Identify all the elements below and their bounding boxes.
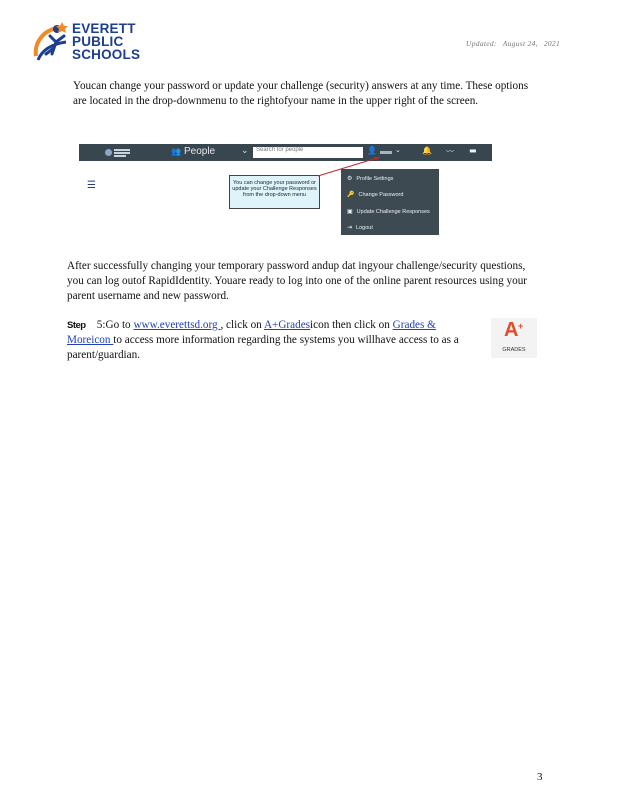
step-5-paragraph — [67, 318, 472, 363]
activity-icon: 〰 — [446, 147, 454, 156]
step-label: Step — [67, 320, 86, 331]
updated-date: Updated: August 24, 2021 — [466, 39, 561, 48]
sidebar-toggle-icon: ☰ — [87, 180, 96, 191]
step-number: 5 — [96, 319, 103, 331]
logout-icon: ⇥ — [347, 225, 353, 231]
grades-letter: A — [504, 319, 519, 341]
nav-people: 👥 People — [171, 146, 216, 157]
chevron-down-icon: ⌄ — [241, 146, 249, 156]
step-text: to access more information regarding the systems you willhave access to as a parent/guardian. — [67, 334, 459, 361]
menu-item-logout: ⇥ Logout — [347, 225, 373, 231]
user-icon: 👤 — [367, 146, 377, 155]
menu-item-change-password: 🔑 Change Password — [347, 192, 404, 198]
embedded-screenshot — [79, 144, 492, 240]
shield-icon: ▣ — [347, 209, 353, 215]
step-text: :Go to — [102, 319, 134, 331]
bell-icon: 🔔 — [422, 146, 432, 155]
logout-paragraph: After successfully changing your temporary password andup dat ingyour challenge/security questions, you can log outof RapidIdentity. Youare ready to log into one of the online parent resources using your parent username and new password. — [67, 260, 528, 302]
district-logo — [32, 20, 152, 70]
everett-website-link[interactable]: www.everettsd.org — [133, 319, 221, 331]
menu-icon: ▬ — [469, 146, 477, 155]
intro-paragraph: Youcan change your password or update your challenge (security) answers at any time. These options are located in the drop-downmenu to the rightofyour name in the upper right of the screen. — [73, 80, 529, 107]
step-text: icon then click on — [310, 319, 393, 331]
grades-label: GRADES — [502, 347, 526, 353]
grades-plus: + — [518, 321, 524, 331]
key-icon: 🔑 — [347, 192, 355, 198]
grades-and-more-link[interactable]: Grades & Moreicon — [67, 319, 436, 346]
logo-figure-icon — [32, 20, 76, 70]
user-menu-chevron-icon: ⌄ — [395, 146, 401, 154]
aplus-grades-link[interactable]: A+Grades — [263, 319, 311, 331]
step-text: , click on — [220, 319, 264, 331]
logo-wordmark: EVERETT PUBLIC SCHOOLS — [72, 21, 141, 62]
menu-item-profile-settings: ⚙ Profile Settings — [347, 176, 394, 182]
search-input: Search for people — [253, 147, 363, 158]
callout-note: You can change your password or update your Challenge Responses from the drop-down menu — [229, 175, 320, 209]
people-icon: 👥 — [171, 147, 181, 156]
grades-app-icon — [491, 318, 537, 358]
gear-icon: ⚙ — [347, 176, 353, 182]
menu-item-update-challenge: ▣ Update Challenge Responses — [347, 209, 430, 215]
callout-arrow — [79, 144, 492, 240]
page-number: 3 — [537, 771, 543, 783]
